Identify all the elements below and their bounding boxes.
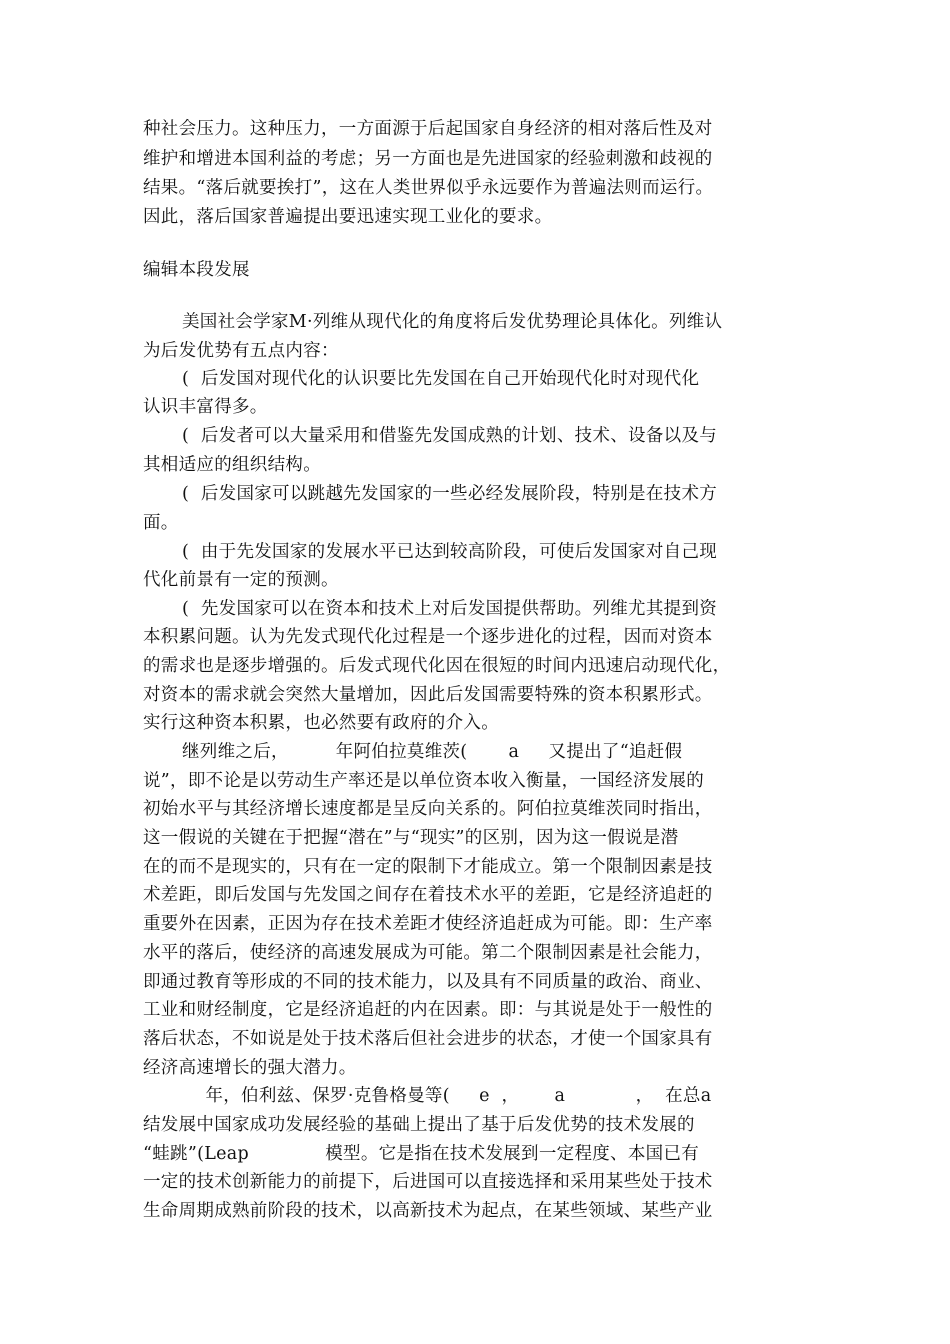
text-line: 年，伯利兹、保罗·克鲁格曼等( e ， a ， 在总a (182, 1086, 712, 1106)
text-line: “蛙跳”(Leap 模型。它是指在技术发展到一定程度、本国已有 (143, 1144, 700, 1164)
text-line: 术差距，即后发国与先发国之间存在着技术水平的差距，它是经济追赶的 (143, 885, 713, 905)
text-line: 结发展中国家成功发展经验的基础上提出了基于后发优势的技术发展的 (143, 1115, 695, 1135)
text-line: 经济高速增长的强大潜力。 (143, 1058, 357, 1078)
text-line: 本积累问题。认为先发式现代化过程是一个逐步进化的过程，因而对资本 (143, 627, 713, 647)
text-line: 继列维之后， 年阿伯拉莫维茨( a 又提出了“追赶假 (182, 742, 683, 762)
list-item: ( 后发者可以大量采用和借鉴先发国成熟的计划、技术、设备以及与 (182, 426, 718, 446)
text-line: 结果。“落后就要挨打”，这在人类世界似乎永远要作为普遍法则而运行。 (143, 178, 714, 198)
text-line: 生命周期成熟前阶段的技术，以高新技术为起点，在某些领域、某些产业 (143, 1201, 713, 1221)
text-line: 这一假说的关键在于把握“潜在”与“现实”的区别，因为这一假说是潜 (143, 828, 679, 848)
text-line: 认识丰富得多。 (143, 397, 268, 417)
text-line: 因此，落后国家普遍提出要迅速实现工业化的要求。 (143, 207, 553, 227)
section-heading: 编辑本段发展 (143, 260, 250, 280)
text-line: 说”，即不论是以劳动生产率还是以单位资本收入衡量，一国经济发展的 (143, 771, 705, 791)
text-line: 一定的技术创新能力的前提下，后进国可以直接选择和采用某些处于技术 (143, 1172, 713, 1192)
list-item: ( 由于先发国家的发展水平已达到较高阶段，可使后发国家对自己现 (182, 542, 718, 562)
text-line: 落后状态，不如说是处于技术落后但社会进步的状态，才使一个国家具有 (143, 1029, 713, 1049)
text-line: 面。 (143, 513, 179, 533)
text-line: 美国社会学家M·列维从现代化的角度将后发优势理论具体化。列维认 (182, 312, 723, 332)
text-line: 实行这种资本积累，也必然要有政府的介入。 (143, 713, 499, 733)
text-line: 种社会压力。这种压力，一方面源于后起国家自身经济的相对落后性及对 (143, 119, 713, 139)
text-line: 在的而不是现实的，只有在一定的限制下才能成立。第一个限制因素是技 (143, 857, 713, 877)
text-line: 初始水平与其经济增长速度都是呈反向关系的。阿伯拉莫维茨同时指出， (143, 799, 713, 819)
list-item: ( 先发国家可以在资本和技术上对后发国提供帮助。列维尤其提到资 (182, 599, 718, 619)
text-line: 的需求也是逐步增强的。后发式现代化因在很短的时间内迅速启动现代化， (143, 656, 731, 676)
text-line: 水平的落后，使经济的高速发展成为可能。第二个限制因素是社会能力， (143, 943, 713, 963)
text-line: 工业和财经制度，它是经济追赶的内在因素。即：与其说是处于一般性的 (143, 1000, 713, 1020)
text-line: 重要外在因素，正因为存在技术差距才使经济追赶成为可能。即：生产率 (143, 914, 713, 934)
text-line: 即通过教育等形成的不同的技术能力，以及具有不同质量的政治、商业、 (143, 972, 713, 992)
text-line: 其相适应的组织结构。 (143, 455, 321, 475)
text-line: 为后发优势有五点内容： (143, 341, 339, 361)
list-item: ( 后发国家可以跳越先发国家的一些必经发展阶段，特别是在技术方 (182, 484, 718, 504)
text-line: 对资本的需求就会突然大量增加，因此后发国需要特殊的资本积累形式。 (143, 685, 713, 705)
text-line: 代化前景有一定的预测。 (143, 570, 339, 590)
text-line: 维护和增进本国利益的考虑；另一方面也是先进国家的经验刺激和歧视的 (143, 149, 713, 169)
list-item: ( 后发国对现代化的认识要比先发国在自己开始现代化时对现代化 (182, 369, 700, 389)
